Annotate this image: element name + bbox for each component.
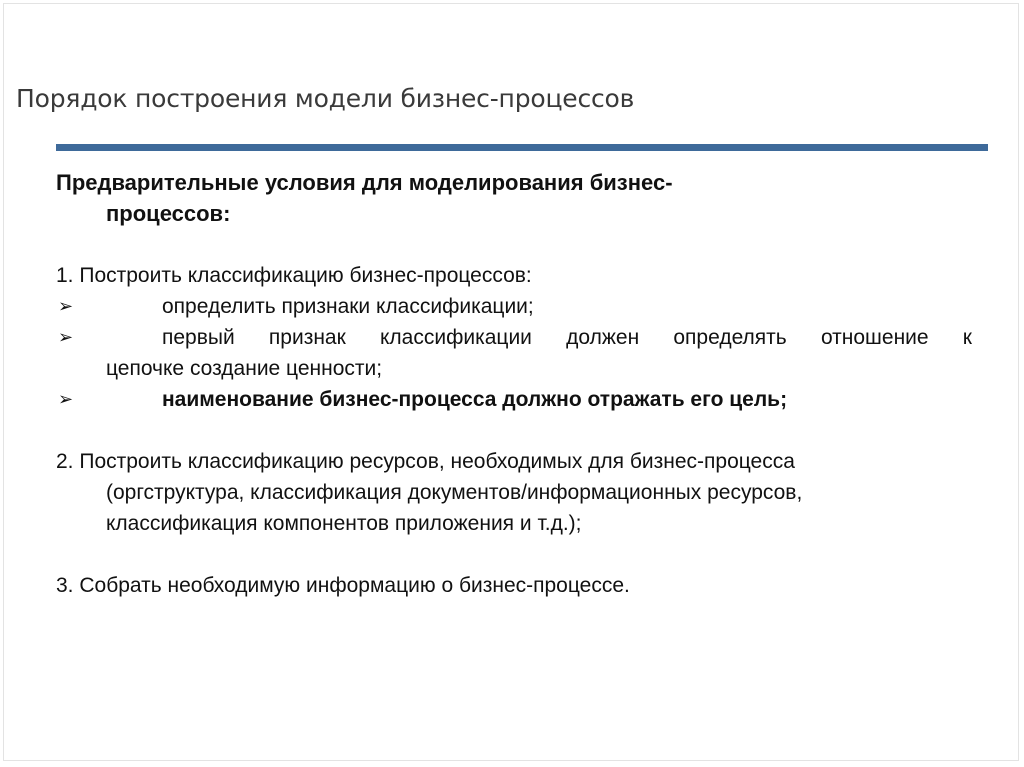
- bullet-1-text: определить признаки классификации;: [162, 295, 534, 318]
- bullet-item-1: [56, 291, 972, 322]
- slide: [3, 3, 1019, 761]
- bullet-2-text-line-2: цепочке создание ценности;: [106, 357, 383, 380]
- heading-line-1: Предварительные условия для моделирования бизнес-: [56, 170, 673, 195]
- step-1-text: 1. Построить классификацию бизнес-процессов:: [56, 264, 532, 287]
- slide-title: Порядок построения модели бизнес-процессов: [16, 84, 635, 113]
- spacer: [56, 539, 972, 570]
- arrow-bullet-icon: ➢: [58, 327, 74, 348]
- step-2-line-3: классификация компонентов приложения и т.д.);: [106, 512, 582, 535]
- step-3-text: 3. Собрать необходимую информацию о бизнес-процессе.: [56, 574, 630, 597]
- arrow-bullet-icon: ➢: [58, 296, 74, 317]
- step-2-line-1: 2. Построить классификацию ресурсов, необходимых для бизнес-процесса: [56, 450, 795, 473]
- step-2-text: [56, 446, 972, 539]
- spacer: [56, 415, 972, 446]
- bullet-item-3: [56, 384, 972, 415]
- heading-line-2: процессов:: [106, 201, 231, 226]
- preconditions-heading: [56, 167, 972, 229]
- slide-content: [56, 167, 972, 601]
- bullet-item-2: [56, 322, 972, 384]
- bullet-3-text: наименование бизнес-процесса должно отражать его цель;: [162, 388, 788, 411]
- bullet-2-text-line-1: первый признак классификации должен определять отношение к: [162, 326, 972, 349]
- arrow-bullet-icon: ➢: [58, 389, 74, 410]
- spacer: [56, 229, 972, 260]
- title-divider: [56, 144, 988, 151]
- step-2-line-2: (оргструктура, классификация документов/информационных ресурсов,: [106, 481, 803, 504]
